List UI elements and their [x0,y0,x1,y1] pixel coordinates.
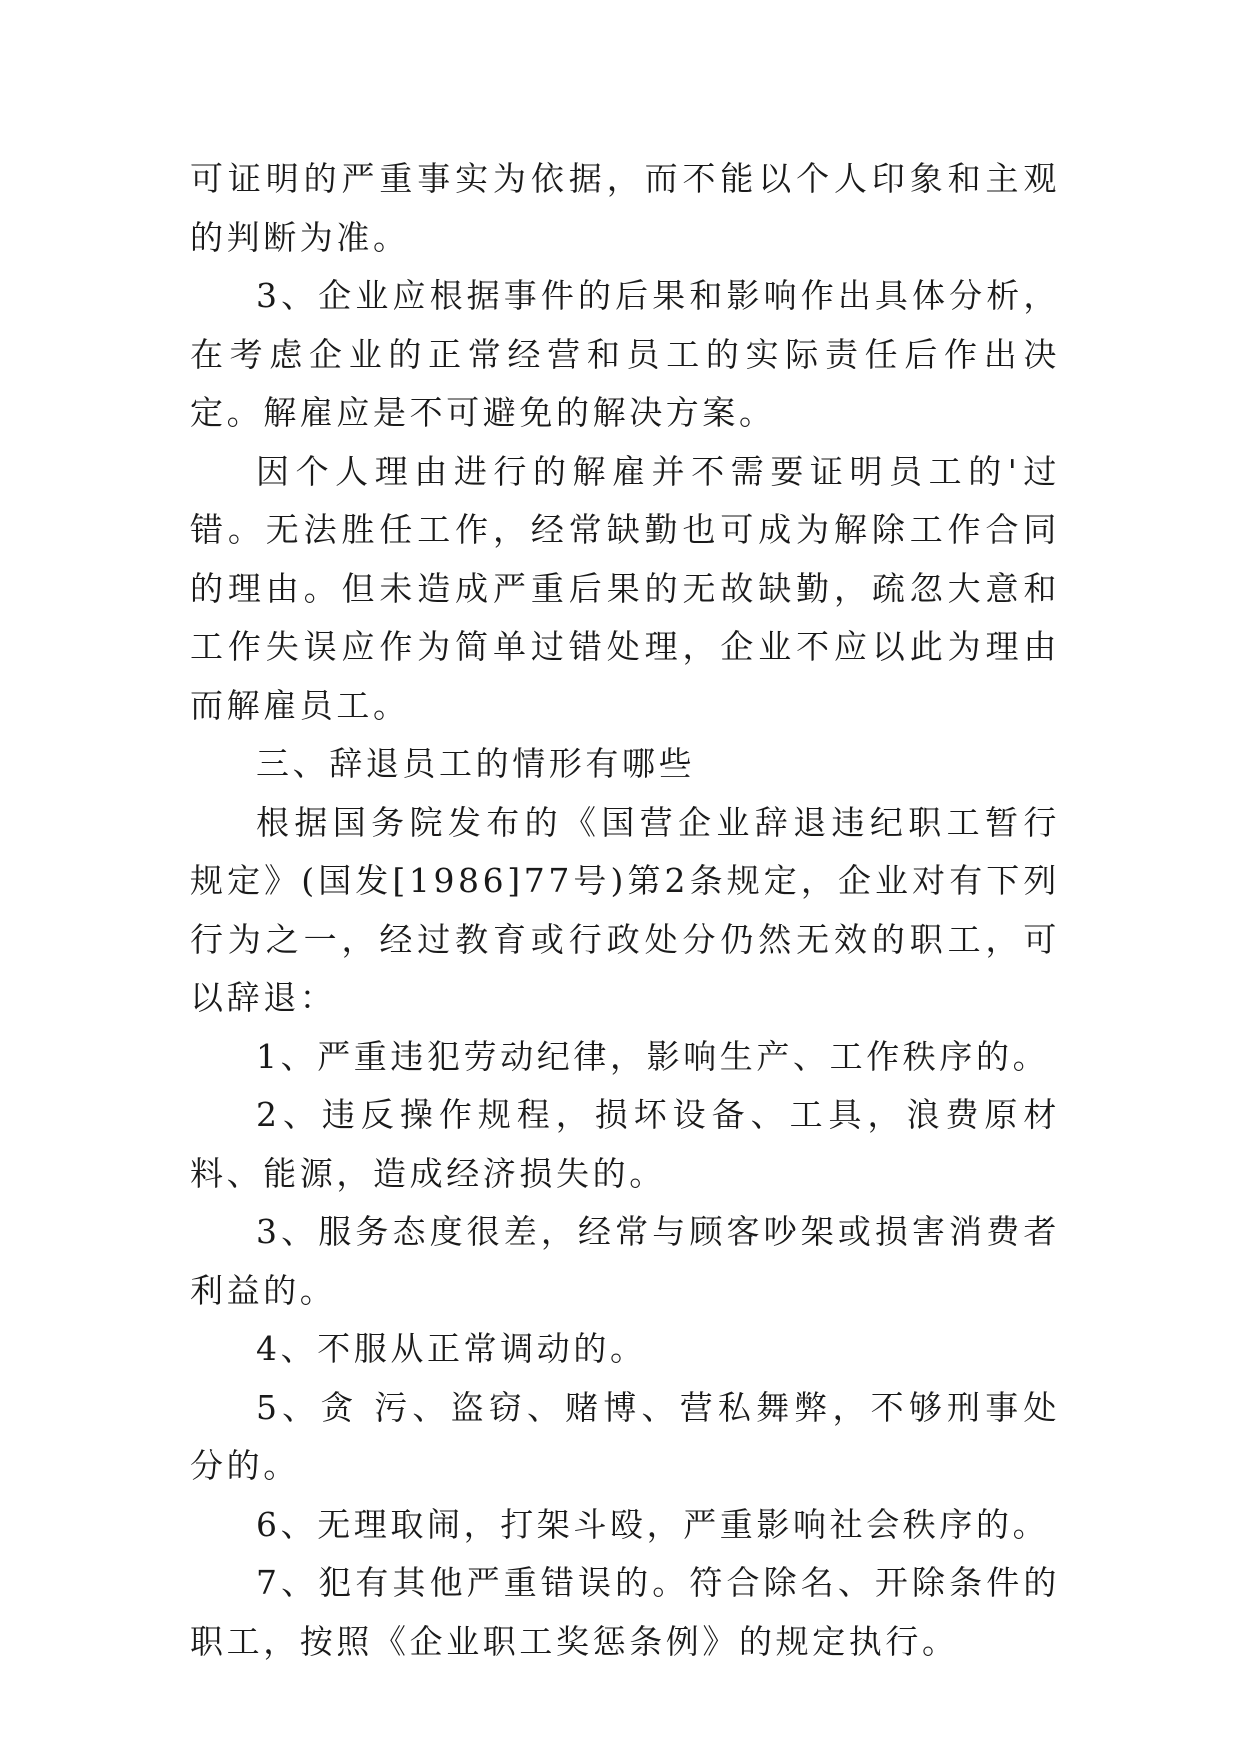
paragraph-3: 因个人理由进行的解雇并不需要证明员工的'过错。无法胜任工作，经常缺勤也可成为解除工作合同的理由。但未造成严重后果的无故缺勤，疏忽大意和工作失误应作为简单过错处理，企业不应以此为理由而解雇员工。 [190,451,1060,725]
list-item-5: 5、贪 污、盗窃、赌博、营私舞弊，不够刑事处分的。 [190,1387,1060,1485]
list-item-2: 2、违反操作规程，损坏设备、工具，浪费原材料、能源，造成经济损失的。 [190,1095,1060,1193]
list-item-4: 4、不服从正常调动的。 [256,1329,647,1368]
list-item-6: 6、无理取闹，打架斗殴，严重影响社会秩序的。 [256,1504,1050,1544]
paragraph-2: 3、企业应根据事件的后果和影响作出具体分析，在考虑企业的正常经营和员工的实际责任后作出决定。解雇应是不可避免的解决方案。 [190,276,1060,432]
paragraph-1: 可证明的严重事实为依据，而不能以个人印象和主观的判断为准。 [190,159,1060,257]
section-heading: 三、辞退员工的情形有哪些 [256,744,696,783]
list-item-3: 3、服务态度很差，经常与顾客吵架或损害消费者利益的。 [190,1212,1060,1310]
list-item-7: 7、犯有其他严重错误的。符合除名、开除条件的职工，按照《企业职工奖惩条例》的规定执行。 [190,1563,1060,1661]
paragraph-5: 根据国务院发布的《国营企业辞退违纪职工暂行规定》(国发[1986]77号)第2条规定，企业对有下列行为之一，经过教育或行政处分仍然无效的职工，可以辞退： [190,802,1060,1017]
document-body [190,150,1060,1671]
list-item-1: 1、严重违犯劳动纪律，影响生产、工作秩序的。 [256,1036,1050,1076]
